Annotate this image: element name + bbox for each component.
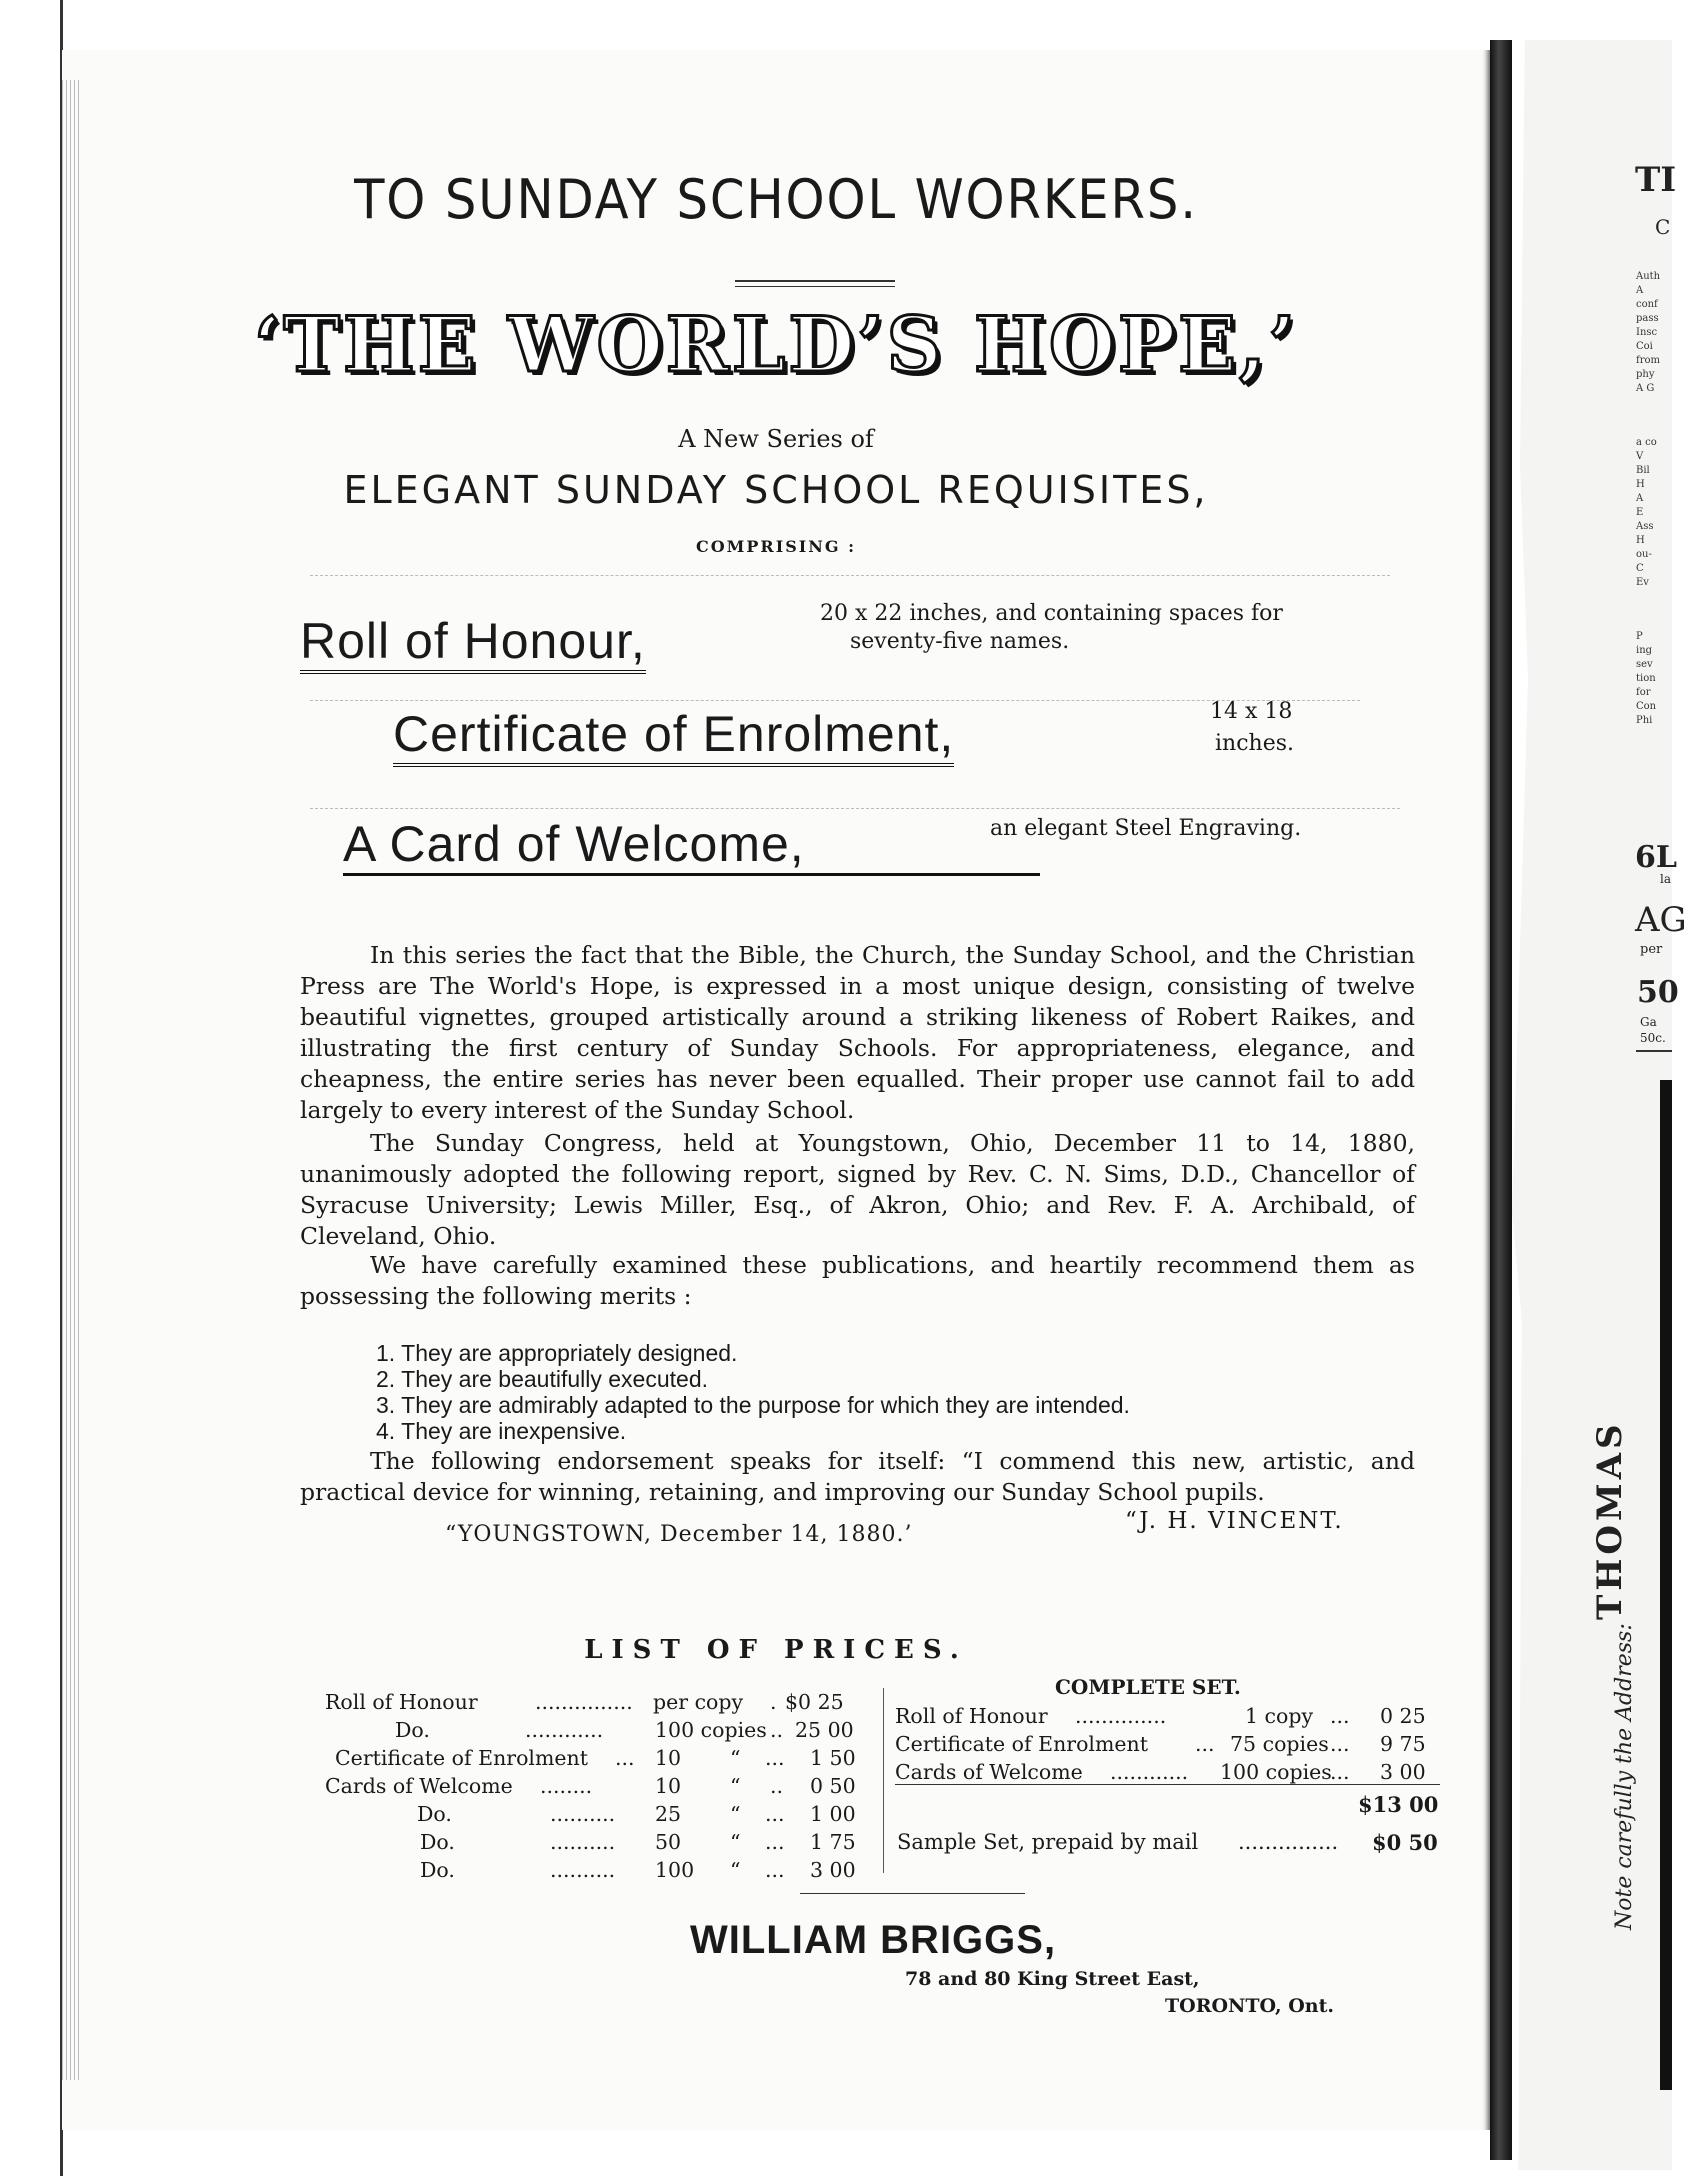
- right-page-fragment: Ga: [1640, 1015, 1657, 1029]
- price-value: 1 00: [810, 1802, 856, 1826]
- set-row: [895, 1730, 1445, 1758]
- price-value: 0 50: [810, 1774, 856, 1798]
- price-dots: ............: [525, 1718, 604, 1742]
- roll-note-1: 20 x 22 inches, and containing spaces for: [820, 601, 1283, 626]
- price-item: Certificate of Enrolment: [335, 1746, 588, 1770]
- product-title: ‘THE WORLD’S HOPE,’: [253, 300, 1299, 389]
- complete-set-title: COMPLETE SET.: [1055, 1675, 1241, 1699]
- right-page-fragment: C: [1655, 215, 1671, 239]
- set-row: [895, 1758, 1445, 1786]
- card-of-welcome-heading: A Card of Welcome,: [343, 815, 1040, 876]
- right-page-lines: [1636, 270, 1672, 830]
- price-dots: ...: [765, 1802, 785, 1826]
- set-item: Roll of Honour: [895, 1704, 1048, 1728]
- dotted-rule: [310, 808, 1400, 809]
- sample-set-price: $0 50: [1372, 1830, 1438, 1855]
- price-qty: 100 copies: [655, 1718, 767, 1742]
- right-page-line: Insc: [1636, 327, 1658, 338]
- set-item: Certificate of Enrolment: [895, 1732, 1148, 1756]
- requisites-heading: ELEGANT SUNDAY SCHOOL REQUISITES,: [343, 468, 1209, 512]
- price-value: 3 00: [810, 1858, 856, 1882]
- price-dots: ..........: [550, 1830, 616, 1854]
- certificate-note-2: inches.: [1215, 731, 1294, 756]
- divider-rule: [735, 286, 895, 287]
- right-page-fragment: 50: [1637, 975, 1679, 1010]
- price-value: 1 75: [810, 1830, 856, 1854]
- price-dots: ..........: [550, 1802, 616, 1826]
- right-page-fragment: 50c.: [1640, 1031, 1666, 1045]
- comprising-label: COMPRISING :: [696, 537, 856, 556]
- right-page-line: conf: [1636, 299, 1658, 310]
- price-qty: 25: [655, 1802, 682, 1826]
- right-page-line: H: [1636, 535, 1645, 546]
- place-date: “YOUNGSTOWN, December 14, 1880.’: [445, 1522, 913, 1547]
- price-qty: 100: [655, 1858, 695, 1882]
- price-list-left: [325, 1688, 875, 1884]
- right-page-line: C: [1636, 563, 1644, 574]
- set-qty: 100 copies: [1220, 1760, 1332, 1784]
- price-dots: ...: [765, 1746, 785, 1770]
- book-gutter: [0, 0, 63, 2176]
- sample-set-label: Sample Set, prepaid by mail: [897, 1830, 1199, 1854]
- right-page-line: Ass: [1636, 521, 1654, 532]
- set-dots: ...: [1330, 1704, 1350, 1728]
- roll-of-honour-heading: Roll of Honour,: [300, 612, 646, 674]
- set-total: $13 00: [1358, 1792, 1439, 1817]
- price-value: 1 50: [810, 1746, 856, 1770]
- right-page-dark-edge: [1660, 1080, 1672, 2090]
- price-qty: per copy: [653, 1690, 744, 1714]
- ditto-mark: “: [730, 1774, 741, 1798]
- right-page-line: A G: [1636, 383, 1655, 394]
- set-price: 3 00: [1380, 1760, 1426, 1784]
- right-page-rule: [1636, 1050, 1672, 1052]
- right-page-line: ou-: [1636, 549, 1652, 560]
- recommendation-paragraph: We have carefully examined these publications, and heartily recommend them as possessing the following merits :: [300, 1251, 1415, 1310]
- dotted-rule: [310, 700, 1360, 701]
- set-dots: ...: [1195, 1732, 1215, 1756]
- right-page-vertical-name: THOMAS: [1590, 1420, 1630, 1620]
- right-page-line: ing: [1636, 645, 1653, 656]
- price-qty: 10: [655, 1746, 682, 1770]
- merit-item: 1. They are appropriately designed.: [376, 1340, 738, 1366]
- set-rule: [895, 1784, 1440, 1785]
- right-page-line: Con: [1636, 701, 1657, 712]
- divider-rule: [735, 280, 895, 282]
- set-dots: ...: [1330, 1760, 1350, 1784]
- set-dots: ..............: [1075, 1704, 1167, 1728]
- right-page-line: V: [1636, 451, 1644, 462]
- merit-item: 4. They are inexpensive.: [376, 1418, 627, 1444]
- right-page-fragment: AG: [1635, 900, 1687, 940]
- congress-paragraph: The Sunday Congress, held at Youngstown, Ohio, December 11 to 14, 1880, unanimously adopted the following report, signed by Rev. C. N. Sims, D.D., Chancellor of Syracuse University; Lewis Miller, Esq., of Akron, Ohio; and Rev. F. A. Archibald, of Cleveland, Ohio.: [300, 1129, 1415, 1250]
- right-page-line: a co: [1636, 437, 1657, 448]
- card-note: an elegant Steel Engraving.: [990, 816, 1302, 841]
- price-row: [325, 1716, 875, 1744]
- merit-item: 2. They are beautifully executed.: [376, 1366, 709, 1392]
- price-dots: .: [770, 1690, 777, 1714]
- set-dots: ...: [1330, 1732, 1350, 1756]
- price-row: [325, 1800, 875, 1828]
- right-page-line: Phi: [1636, 715, 1653, 726]
- publisher-name: WILLIAM BRIGGS,: [690, 1918, 1057, 1962]
- right-page-line: Ev: [1636, 577, 1649, 588]
- page-title: TO SUNDAY SCHOOL WORKERS.: [354, 168, 1198, 231]
- signature: “J. H. VINCENT.: [1125, 1508, 1344, 1534]
- right-page-line: pass: [1636, 313, 1659, 324]
- right-page-line: H: [1636, 479, 1645, 490]
- right-page-vertical-note: Note carefully the Address:: [1612, 1623, 1637, 1930]
- price-item: Do.: [420, 1858, 455, 1882]
- right-page-line: Coi: [1636, 341, 1653, 352]
- price-row: [325, 1744, 875, 1772]
- price-row: [325, 1856, 875, 1884]
- price-dots: ..: [770, 1718, 784, 1742]
- merit-item: 3. They are admirably adapted to the purpose for which they are intended.: [376, 1392, 1130, 1418]
- set-dots: ............: [1110, 1760, 1189, 1784]
- price-qty: 50: [655, 1830, 682, 1854]
- right-page-line: phy: [1636, 369, 1655, 380]
- description-paragraph: In this series the fact that the Bible, the Church, the Sunday School, and the Christian Press are The World's Hope, is expressed in a most unique design, consisting of twelve beautiful vignettes, grouped artistically around a striking likeness of Robert Raikes, and illustrating the first century of Sunday Schools. For appropriateness, elegance, and cheapness, the entire series has never been equalled. Their proper use cannot fail to add largely to every interest of the Sunday School.: [300, 941, 1415, 1124]
- price-value: 25 00: [795, 1718, 854, 1742]
- right-page-line: Bil: [1636, 465, 1650, 476]
- price-dots: ...: [765, 1830, 785, 1854]
- price-dots: ..........: [550, 1858, 616, 1882]
- set-price: 9 75: [1380, 1732, 1426, 1756]
- right-page-fragment: TI: [1635, 160, 1677, 200]
- endorsement-paragraph: The following endorsement speaks for itself: “I commend this new, artistic, and practical device for winning, retaining, and improving our Sunday School pupils.: [300, 1447, 1415, 1506]
- publisher-city: TORONTO, Ont.: [1165, 1995, 1334, 2017]
- price-dots: ..: [770, 1774, 784, 1798]
- right-page-line: A: [1636, 285, 1644, 296]
- set-qty: 75 copies: [1230, 1732, 1329, 1756]
- right-page-line: A: [1636, 493, 1644, 504]
- ditto-mark: “: [730, 1802, 741, 1826]
- prices-title: LIST OF PRICES.: [584, 1635, 968, 1665]
- set-item: Cards of Welcome: [895, 1760, 1083, 1784]
- publisher-address: 78 and 80 King Street East,: [905, 1968, 1200, 1990]
- sample-dots: ...............: [1238, 1830, 1339, 1854]
- right-page-line: sev: [1636, 659, 1653, 670]
- certificate-heading: Certificate of Enrolment,: [393, 705, 954, 767]
- book-spine: [1490, 40, 1512, 2160]
- price-item: Do.: [395, 1718, 430, 1742]
- price-qty: 10: [655, 1774, 682, 1798]
- right-page-fragment: la: [1660, 872, 1671, 886]
- right-page-line: P: [1636, 631, 1643, 642]
- right-page-line: for: [1636, 687, 1651, 698]
- price-dots: ...: [765, 1858, 785, 1882]
- dotted-rule: [310, 575, 1390, 576]
- price-item: Do.: [420, 1830, 455, 1854]
- price-item: Cards of Welcome: [325, 1774, 513, 1798]
- ditto-mark: “: [730, 1746, 741, 1770]
- price-dots: ...............: [535, 1690, 633, 1714]
- roll-note-2: seventy-five names.: [850, 629, 1070, 654]
- set-qty: 1 copy: [1245, 1704, 1314, 1728]
- price-dots: ...: [615, 1746, 635, 1770]
- right-page-fragment: per: [1640, 942, 1663, 957]
- price-dots: ........: [540, 1774, 593, 1798]
- set-price: 0 25: [1380, 1704, 1426, 1728]
- price-item: Do.: [417, 1802, 452, 1826]
- right-page-line: tion: [1636, 673, 1656, 684]
- divider-rule: [800, 1893, 1025, 1894]
- complete-set-list: [895, 1702, 1445, 1786]
- price-row: [325, 1688, 875, 1716]
- set-row: [895, 1702, 1445, 1730]
- price-row: [325, 1772, 875, 1800]
- series-line: A New Series of: [678, 425, 874, 453]
- right-page-fragment: 6L: [1635, 840, 1677, 875]
- right-page-line: from: [1636, 355, 1660, 366]
- ditto-mark: “: [730, 1858, 741, 1882]
- price-value: $0 25: [785, 1690, 844, 1714]
- price-row: [325, 1828, 875, 1856]
- right-page-line: Auth: [1636, 271, 1661, 282]
- price-item: Roll of Honour: [325, 1690, 478, 1714]
- ditto-mark: “: [730, 1830, 741, 1854]
- certificate-note-1: 14 x 18: [1210, 699, 1293, 724]
- right-page-line: E: [1636, 507, 1644, 518]
- column-divider: [883, 1688, 884, 1873]
